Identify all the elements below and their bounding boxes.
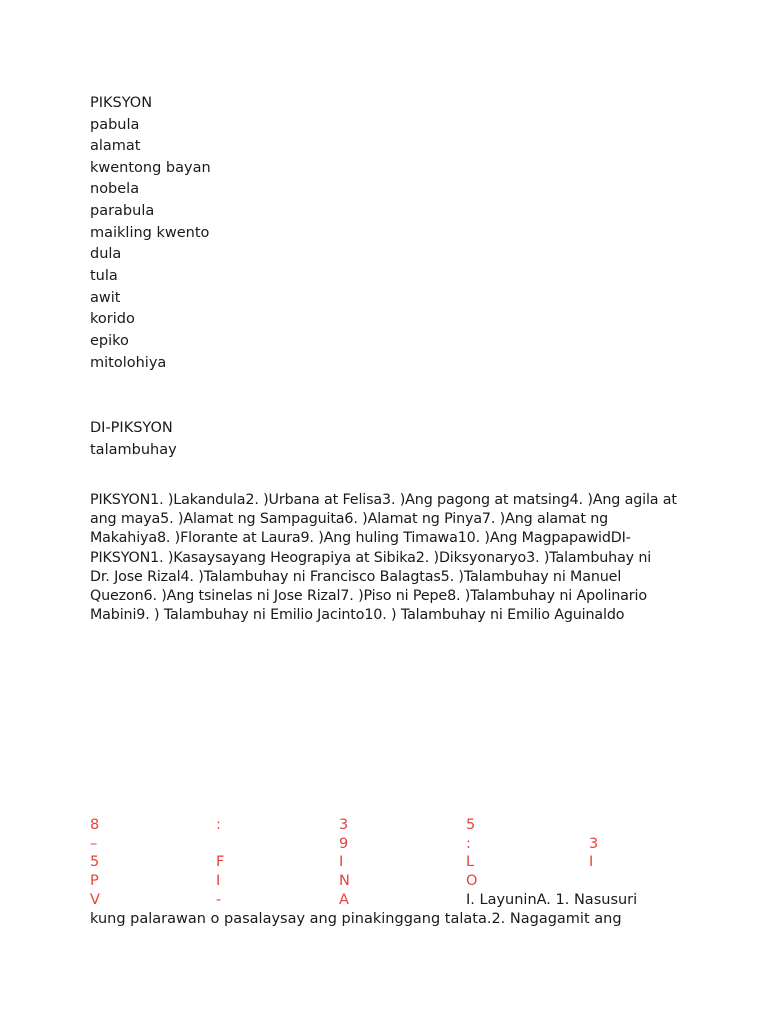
scattered-char: : [466,836,471,852]
fiction-item: mitolohiya [90,355,167,371]
scattered-char: A [339,892,349,908]
fiction-heading: PIKSYON [90,95,153,111]
fiction-item: maikling kwento [90,225,210,241]
scattered-char: I [216,873,221,889]
scattered-char: N [339,873,350,889]
examples-paragraph [90,491,690,625]
scattered-char: I [589,854,594,870]
fiction-item: alamat [90,138,141,154]
paragraph-line: ang maya5. )Alamat ng Sampaguita6. )Alamat ng Pinya7. )Ang alamat ng [90,511,609,528]
scattered-char: 9 [339,836,349,852]
scattered-char: 8 [90,817,100,833]
paragraph-line: Mabini9. ) Talambuhay ni Emilio Jacinto10. ) Talambuhay ni Emilio Aguinaldo [90,607,625,624]
scattered-char: L [466,854,475,870]
paragraph-line: PIKSYON1. )Lakandula2. )Urbana at Felisa3. )Ang pagong at matsing4. )Ang agila at [90,492,677,508]
fiction-item: epiko [90,333,129,349]
scattered-char: 3 [589,836,599,852]
nonfiction-item: talambuhay [90,442,177,458]
scattered-char: : [216,817,221,833]
scattered-char: - [216,892,222,908]
paragraph-line: PIKSYON1. )Kasaysayang Heograpiya at Sibika2. )Diksyonaryo3. )Talambuhay ni [90,549,652,566]
scattered-char: P [90,873,99,889]
fiction-item: nobela [90,181,140,197]
paragraph-line: Dr. Jose Rizal4. )Talambuhay ni Francisco Balagtas5. )Talambuhay ni Manuel [90,568,622,585]
scattered-char: F [216,854,225,870]
scattered-char: O [466,873,478,889]
scattered-char: 3 [339,817,349,833]
scattered-char: I [339,854,344,870]
objectives-heading: I. LayuninA. 1. Nasusuri [466,892,638,908]
fiction-item: pabula [90,117,140,133]
scattered-char: V [90,892,100,908]
fiction-item: awit [90,290,121,306]
fiction-item: tula [90,268,118,284]
scattered-char: 5 [466,817,476,833]
scattered-char: 5 [90,854,100,870]
fiction-item: dula [90,246,122,262]
fiction-item: kwentong bayan [90,160,211,176]
nonfiction-heading: DI-PIKSYON [90,420,173,436]
scattered-char: – [90,836,98,852]
paragraph-line: Quezon6. )Ang tsinelas ni Jose Rizal7. )Piso ni Pepe8. )Talambuhay ni Apolinario [90,588,647,605]
fiction-item: korido [90,311,135,327]
objectives-text: kung palarawan o pasalaysay ang pinakinggang talata.2. Nagagamit ang [90,911,622,927]
fiction-item: parabula [90,203,155,219]
paragraph-line: Makahiya8. )Florante at Laura9. )Ang huling Timawa10. )Ang MagpapawidDI- [90,530,631,547]
